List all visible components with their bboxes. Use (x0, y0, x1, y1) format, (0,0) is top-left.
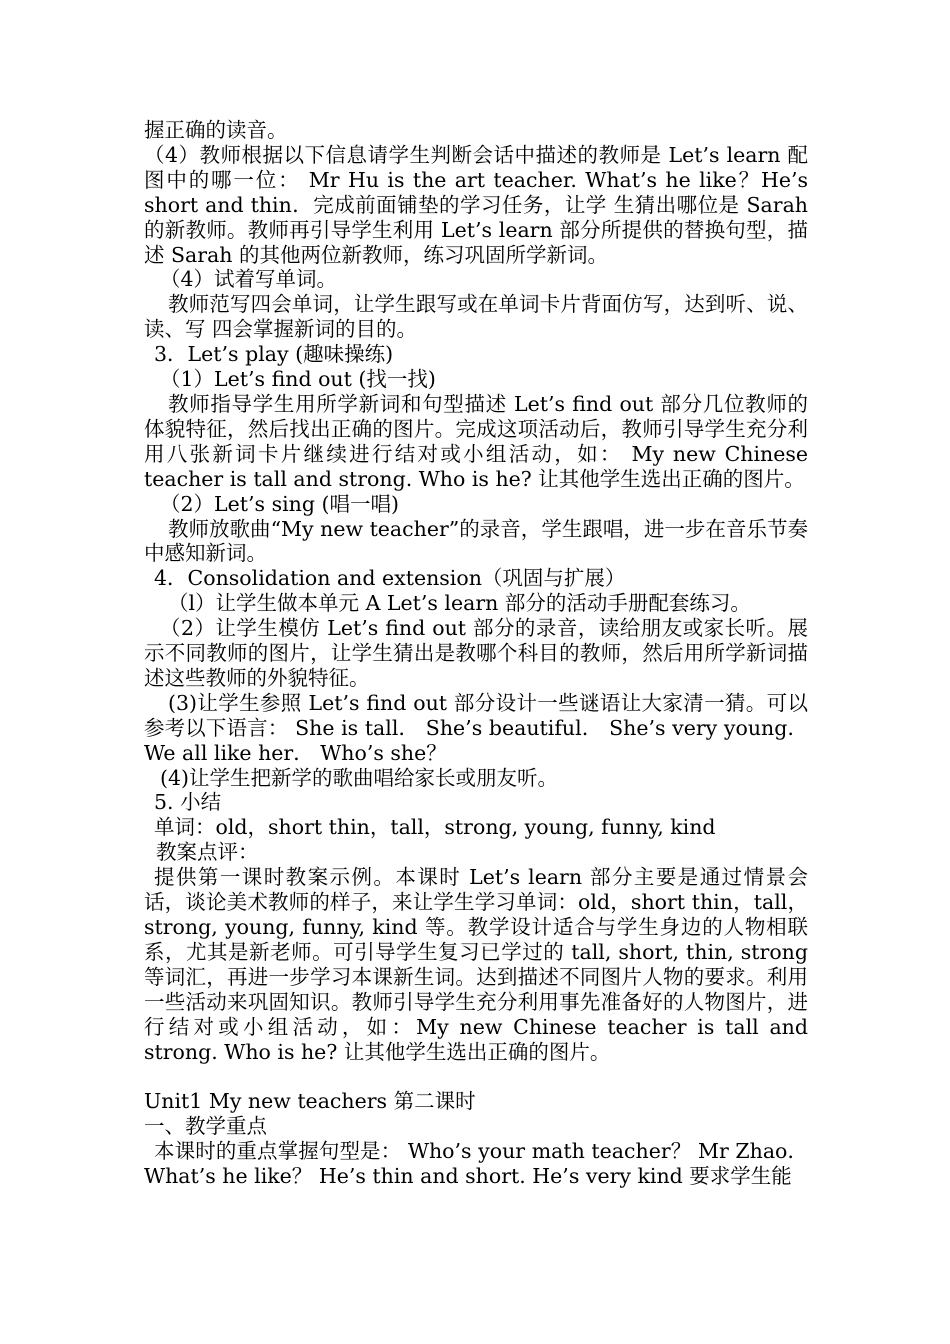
section-heading: 4．Consolidation and extension（巩固与扩展） (154, 566, 626, 591)
section-heading: 3．Let’s play (趣味操练) (154, 342, 394, 367)
paragraph: 教师范写四会单词，让学生跟写或在单词卡片背面仿写，达到听、说、读、写 四会掌握新词的目的。 (144, 292, 808, 342)
section-heading: 一、教学重点 (144, 1114, 267, 1139)
paragraph: （4）试着写单词。 (160, 267, 338, 292)
paragraph: （4）教师根据以下信息请学生判断会话中描述的教师是 Let’s learn 配图中的哪一位： Mr Hu is the art teacher. What’s he like？He’s short and thin．完成前面铺垫的学习任务，让学 生猜出哪位是 Sarah 的新教师。教师再引导学生利用 Let’s learn 部分所提供的替换句型，描述 Sarah 的其他两位新教师，练习巩固所学新词。 (144, 142, 808, 267)
section-heading: 5. 小结 (154, 790, 222, 815)
paragraph: （l）让学生做本单元 A Let’s learn 部分的活动手册配套练习。 (168, 591, 751, 616)
paragraph: 教案点评： (156, 840, 259, 865)
blank-line (144, 1064, 808, 1089)
document-page (144, 118, 808, 1189)
subsection-heading: （2）Let’s sing (唱一唱) (160, 491, 399, 516)
paragraph: (4)让学生把新学的歌曲唱给家长或朋友听。 (160, 765, 559, 790)
paragraph: 握正确的读音。 (144, 118, 288, 142)
paragraph: （2）让学生模仿 Let’s find out 部分的录音，读给朋友或家长听。展示不同教师的图片，让学生猜出是教哪个科目的教师，然后用所学新词描述这些教师的外貌特征。 (144, 616, 808, 690)
paragraph: 教师放歌曲“My new teacher”的录音，学生跟唱，进一步在音乐节奏中感知新词。 (144, 516, 808, 566)
paragraph: 提供第一课时教案示例。本课时 Let’s learn 部分主要是通过情景会话，谈论美术教师的样子，来让学生学习单词：old，short thin，tall，strong, young, funny, kind 等。教学设计适合与学生身边的人物相联系，尤其是新老师。可引导学生复习已学过的 tall, short, thin, strong 等词汇，再进一步学习本课新生词。达到描述不同图片人物的要求。利用一些活动来巩固知识。教师引导学生充分利用事先准备好的人物图片，进行结对或小组活动，如：My new Chinese teacher is tall and strong. Who is he? 让其他学生选出正确的图片。 (144, 865, 808, 1064)
subsection-heading: （1）Let’s find out (找一找) (160, 367, 436, 392)
paragraph: (3)让学生参照 Let’s find out 部分设计一些谜语让大家清一猜。可以参考以下语言： She is tall． She’s beautiful． She’s very young．We all like her． Who’s she？ (144, 690, 808, 765)
unit-title: Unit1 My new teachers 第二课时 (144, 1089, 476, 1114)
paragraph: 单词：old，short thin，tall，strong, young, funny, kind (154, 815, 716, 840)
paragraph: 本课时的重点掌握句型是： Who’s your math teacher？ Mr Zhao．What’s he like？ He’s thin and short. He’s very kind 要求学生能 (144, 1139, 808, 1189)
paragraph: 教师指导学生用所学新词和句型描述 Let’s find out 部分几位教师的体貌特征，然后找出正确的图片。完成这项活动后，教师引导学生充分利用八张新词卡片继续进行结对或小组活动，如： My new Chinese teacher is tall and strong. Who is he? 让其他学生选出正确的图片。 (144, 391, 808, 491)
